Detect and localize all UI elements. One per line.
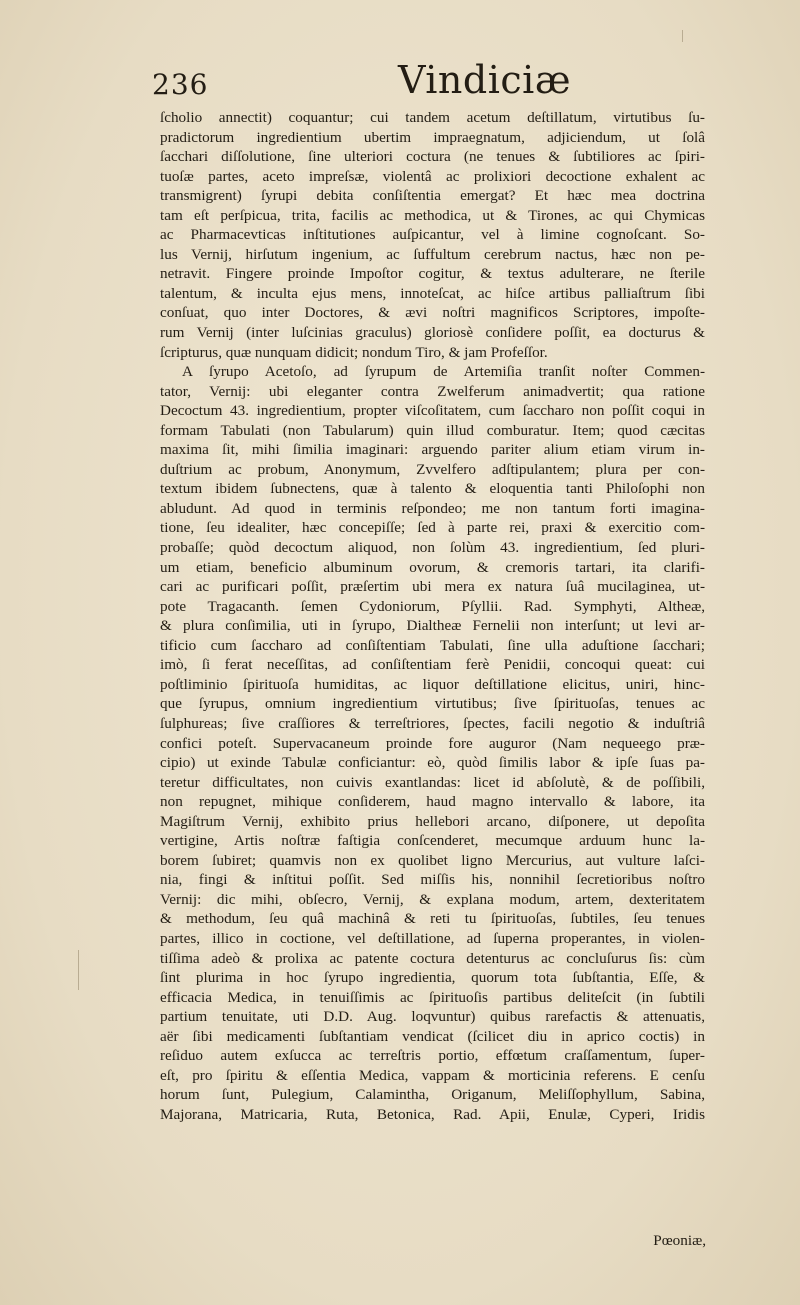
- text-line: efficacia Medica, in tenuiſſimis ac ſpirituoſis partibus deliteſcit (in ſubtili: [160, 988, 705, 1006]
- text-line: talentum, & inculta ejus mens, innoteſcat, ac hiſce artibus palliaſtrum ſibi: [160, 284, 705, 302]
- text-line: ac Pharmacevticas inſtitutiones auſpicantur, vel à limine cognoſcant. So-: [160, 226, 705, 244]
- text-line: textum ibidem ſubnectens, quæ à talento & eloquentia tanti Philoſophi non: [160, 480, 705, 498]
- text-line: & methodum, ſeu quâ machinâ & reti tu ſpirituoſas, ſubtiles, ſeu tenues: [160, 910, 705, 928]
- text-line: formam Tabulati (non Tabularum) quin illud comburatur. Item; quod cæcitas: [160, 421, 705, 439]
- page-number: 236: [152, 68, 209, 101]
- text-line: horum ſunt, Pulegium, Calamintha, Origanum, Meliſſophyllum, Sabina,: [160, 1086, 705, 1104]
- text-line: abludunt. Ad quod in terminis reſpondeo; me non tantum forti imagina-: [160, 499, 705, 517]
- text-line: transmigrent) ſyrupi debita conſiſtentia emergat? Et hæc mea doctrina: [160, 187, 705, 205]
- text-line: partium tenuitate, uti D.D. Aug. loqvuntur) quibus rarefactis & attenuatis,: [160, 1008, 705, 1026]
- text-line: teretur difficultates, non cuivis exantlandas: licet id abſolutè, & de poſſibili,: [160, 773, 705, 791]
- text-line: tuoſæ partes, aceto impreſsæ, violentâ ac prolixiori decoctione exhalent ac: [160, 167, 705, 185]
- text-line: rum Vernij (inter luſcinias graculus) gloriosè conſidere poſſit, ea docturus &: [160, 324, 705, 342]
- page-header: [150, 58, 680, 108]
- text-line: non repugnet, mihique conſiderem, haud magno intervallo & labore, ita: [160, 793, 705, 811]
- text-line: pradictorum ingredientium ubertim impraegnatum, adjiciendum, ut ſolâ: [160, 128, 705, 146]
- text-line: imò, ſi ferat neceſſitas, ad conſiſtentiam ferè Penidii, concoqui queat: cui: [160, 656, 705, 674]
- text-line: que ſyrupus, omnium ingredientium virtutibus; ſive ſpirituoſas, tenues ac: [160, 695, 705, 713]
- text-line: um etiam, beneficio albuminum ovorum, & cremoris tartari, ita clarifi-: [160, 558, 705, 576]
- text-line: tiſſima adeò & prolixa ac patente coctura detenturus ac concluſurus ſis: cùm: [160, 949, 705, 967]
- text-line: eſt, pro ſpiritu & eſſentia Medica, vappam & morticinia referens. E cenſu: [160, 1066, 705, 1084]
- text-line: tificio cum ſaccharo ad conſiſtentiam Tabulati, ſine ulla aduſtione ſacchari;: [160, 636, 705, 654]
- text-line: poſtliminio ſpirituoſa humiditas, ac liquor deſtillatione elicitus, uniri, hinc-: [160, 675, 705, 693]
- running-head: Vindiciæ: [398, 58, 572, 102]
- text-line: ſacchari diſſolutione, ſine ulteriori coctura (ne tenues & ſubtiliores ac ſpiri-: [160, 148, 705, 166]
- text-line: nia, fingi & inſtitui poſſit. Sed miſſis his, nonnihil ſecretioribus noſtro: [160, 871, 705, 889]
- text-line: tione, ſeu idealiter, hæc concepiſſe; ſed à parte rei, praxi & exercitio com-: [160, 519, 705, 537]
- text-line: Vernij: dic mihi, obſecro, Vernij, & explana modum, artem, dexteritatem: [160, 890, 705, 908]
- text-line: Decoctum 43. ingredientium, propter viſcoſitatem, cum ſaccharo non poſſit coqui in: [160, 402, 705, 420]
- text-line: conſuat, quo inter Doctores, & ævi noſtri magnificos Scriptores, impoſte-: [160, 304, 705, 322]
- text-line: borem ſubiret; quamvis non ex quolibet ligno Mercurius, aut vulture laſci-: [160, 851, 705, 869]
- text-line: probaſſe; quòd decoctum aliquod, non ſolùm 43. ingredientium, ſed pluri-: [160, 539, 705, 557]
- text-line: vertigine, Artis noſtræ faſtigia conſcenderet, mecumque arduum hunc la-: [160, 832, 705, 850]
- text-line: maxima ſit, mihi ſimilia imaginari: arguendo pariter alium etiam virum in-: [160, 441, 705, 459]
- catchword: Pœoniæ,: [653, 1232, 706, 1249]
- text-line: duſtrium ac probum, Anonymum, Zvvelfero adſtipulantem; plura per con-: [160, 460, 705, 478]
- text-line: & plura conſimilia, uti in ſyrupo, Dialtheæ Fernelii non interſunt; ut levi ar-: [160, 617, 705, 635]
- text-line: tator, Vernij: ubi eleganter contra Zwelferum animadvertit; qua ratione: [160, 382, 705, 400]
- text-line: netravit. Fingere proinde Impoſtor cogitur, & textus adulterare, ne ſterile: [160, 265, 705, 283]
- text-line: pote Tragacanth. ſemen Cydoniorum, Pſyllii. Rad. Symphyti, Altheæ,: [160, 597, 705, 615]
- text-line: ſint plurima in hoc ſyrupo ingredientia, quorum tota ſubſtantia, Eſſe, &: [160, 969, 705, 987]
- margin-mark: [78, 950, 79, 990]
- text-line: Magiſtrum Vernij, exhibito prius hellebori arcano, diſponere, ut depoſita: [160, 812, 705, 830]
- text-line: ſcholio annectit) coquantur; cui tandem acetum deſtillatum, virtutibus ſu-: [160, 109, 705, 126]
- text-line: cipio) ut exinde Tabulæ conficiantur: eò, quòd ſimilis labor & ipſe ſuas pa-: [160, 754, 705, 772]
- text-line: partes, illico in coctione, vel deſtillatione, ad ſuperna properantes, in violen-: [160, 929, 705, 947]
- text-line: A ſyrupo Acetoſo, ad ſyrupum de Artemiſia tranſit noſter Commen-: [182, 363, 705, 381]
- text-line: Majorana, Matricaria, Ruta, Betonica, Rad. Apii, Enulæ, Cyperi, Iridis: [160, 1105, 705, 1123]
- text-line: confici poteſt. Supervacaneum proinde fore auguror (Nam nequeego præ-: [160, 734, 705, 752]
- text-line: aër ſibi medicamenti ſubſtantiam vendicat (ſcilicet diu in aprico coctis) in: [160, 1027, 705, 1045]
- text-line: ſcripturus, quæ nunquam didicit; nondum Tiro, & jam Profeſſor.: [160, 343, 548, 361]
- text-line: tam eſt perſpicua, trita, facilis ac methodica, ut & Tirones, ac qui Chymicas: [160, 206, 705, 224]
- text-line: ſulphureas; ſive craſſiores & terreſtriores, ſpectes, facili negotio & induſtriâ: [160, 714, 705, 732]
- body-text: [160, 108, 705, 1124]
- margin-mark: [682, 30, 683, 42]
- text-line: lus Vernij, hirſutum ingenium, ac ſuffultum cerebrum nactus, hæc non pe-: [160, 245, 705, 263]
- text-line: reſiduo autem exſucca ac terreſtris portio, effœtum craſſamentum, ſuper-: [160, 1047, 705, 1065]
- text-line: cari ac purificari poſſit, præſertim ubi mera ex natura ſuâ mucilaginea, ut-: [160, 578, 705, 596]
